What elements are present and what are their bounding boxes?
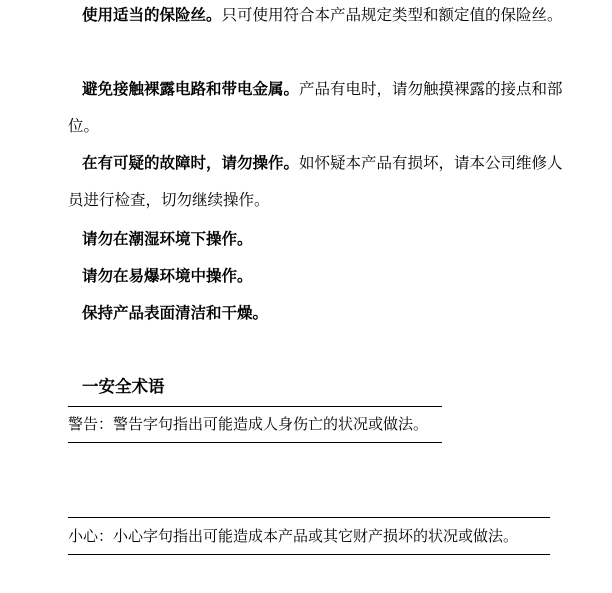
rule-humid <box>68 221 568 258</box>
rule-exposed-circuits-text: 产品有电时，请勿触摸裸露的接点和部位。 <box>68 80 563 135</box>
rule-exposed-circuits <box>68 71 568 145</box>
rule-explosive <box>68 258 568 295</box>
section-heading-safety-terms: 一安全术语 <box>82 377 165 396</box>
caution-text: 小心字句指出可能造成本产品或其它财产损坏的状况或做法。 <box>113 527 519 545</box>
rule-fuse <box>68 0 568 34</box>
divider-caution-top <box>68 517 550 518</box>
rule-suspected-fault-text: 如怀疑本产品有损坏，请本公司维修人员进行检查，切勿继续操作。 <box>68 154 563 209</box>
divider-warning-bottom <box>68 442 442 443</box>
rule-suspected-fault <box>68 145 568 219</box>
rule-fuse-text: 只可使用符合本产品规定类型和额定值的保险丝。 <box>221 6 563 24</box>
warning-term <box>68 412 428 436</box>
warning-text: 警告字句指出可能造成人身伤亡的状况或做法。 <box>113 415 429 433</box>
warning-label: 警告： <box>68 415 114 433</box>
rule-exposed-circuits-title: 避免接触裸露电路和带电金属。 <box>82 80 300 98</box>
caution-term <box>68 524 518 548</box>
rule-clean-dry-title: 保持产品表面清洁和干燥。 <box>82 304 269 322</box>
rule-explosive-title: 请勿在易爆环境中操作。 <box>82 267 253 285</box>
caution-label: 小心： <box>68 527 114 545</box>
rule-fuse-title: 使用适当的保险丝。 <box>82 6 222 24</box>
rule-humid-title: 请勿在潮湿环境下操作。 <box>82 230 253 248</box>
divider-warning-top <box>68 406 442 407</box>
divider-caution-bottom <box>68 554 550 555</box>
rule-suspected-fault-title: 在有可疑的故障时，请勿操作。 <box>82 154 300 172</box>
rule-clean-dry <box>68 295 568 332</box>
